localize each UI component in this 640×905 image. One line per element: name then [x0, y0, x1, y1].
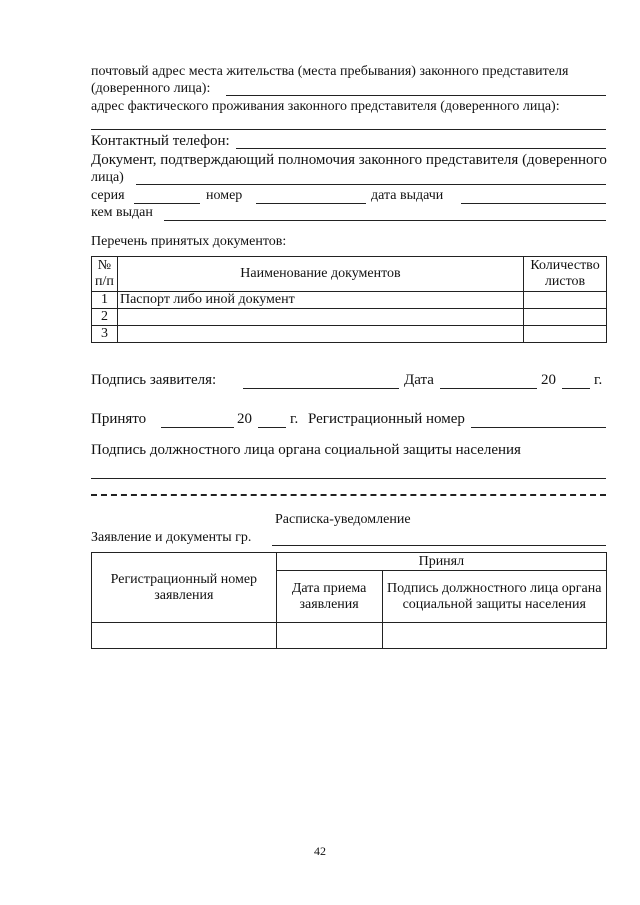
cut-line [91, 494, 606, 496]
documents-table-header [92, 257, 607, 292]
row-name[interactable] [117, 326, 523, 343]
issue-date-label: дата выдачи [371, 188, 444, 203]
postal-address-label: почтовый адрес места жительства (места пребывания) законного представителя [91, 64, 569, 79]
table-row [92, 292, 607, 309]
series-label: серия [91, 188, 125, 203]
phone-field[interactable] [236, 148, 606, 149]
header-num: № п/п [92, 257, 118, 292]
date-label: Дата [404, 372, 434, 388]
row-count[interactable] [524, 326, 607, 343]
header-count: Количество листов [524, 257, 607, 292]
receipt-date-header: Дата приема заявления [276, 571, 382, 623]
row-num: 1 [92, 292, 118, 309]
page-number: 42 [314, 844, 326, 858]
official-signature-field[interactable] [91, 478, 606, 479]
accepted-label: Принято [91, 411, 147, 427]
accepted-year-field[interactable] [258, 427, 286, 428]
receipt-accepted-header: Принял [276, 553, 606, 571]
table-row [92, 326, 607, 343]
reg-number-field[interactable] [471, 427, 606, 428]
number-label: номер [206, 188, 243, 203]
documents-table [91, 256, 607, 343]
receipt-reg-number-cell[interactable] [92, 623, 277, 649]
date-year-field[interactable] [562, 388, 590, 389]
header-name: Наименование документов [117, 257, 523, 292]
number-field[interactable] [256, 203, 366, 204]
row-count[interactable] [524, 309, 607, 326]
issued-by-label: кем выдан [91, 205, 153, 220]
row-num: 2 [92, 309, 118, 326]
receipt-name-field[interactable] [272, 545, 606, 546]
date-g: г. [594, 372, 603, 388]
date-year: 20 [541, 372, 556, 388]
authority-document-label: Документ, подтверждающий полномочия законного представителя (доверенного [91, 152, 607, 168]
series-field[interactable] [134, 203, 200, 204]
official-signature-label: Подпись должностного лица органа социальной защиты населения [91, 442, 521, 458]
receipt-title: Расписка-уведомление [275, 512, 411, 527]
row-num: 3 [92, 326, 118, 343]
issue-date-field[interactable] [461, 203, 606, 204]
phone-label: Контактный телефон: [91, 133, 230, 149]
applicant-signature-field[interactable] [243, 388, 399, 389]
row-name[interactable]: Паспорт либо иной документ [117, 292, 523, 309]
table-row [92, 623, 607, 649]
authority-document-label-cont: лица) [91, 170, 124, 185]
actual-address-label: адрес фактического проживания законного представителя (доверенного лица): [91, 99, 560, 114]
receipt-date-cell[interactable] [276, 623, 382, 649]
accepted-date-field[interactable] [161, 427, 234, 428]
accepted-year: 20 [237, 411, 252, 427]
authority-document-field[interactable] [136, 184, 606, 185]
table-row [92, 309, 607, 326]
row-name[interactable] [117, 309, 523, 326]
actual-address-field[interactable] [91, 129, 606, 130]
applicant-signature-label: Подпись заявителя: [91, 372, 217, 388]
postal-address-label-cont: (доверенного лица): [91, 81, 211, 96]
accepted-g: г. [290, 411, 299, 427]
issued-by-field[interactable] [164, 220, 606, 221]
receipt-table [91, 552, 607, 649]
receipt-statement-label: Заявление и документы гр. [91, 530, 252, 545]
receipt-signature-header: Подпись должностного лица органа социальной защиты населения [382, 571, 606, 623]
date-field[interactable] [440, 388, 537, 389]
documents-list-title: Перечень принятых документов: [91, 234, 287, 249]
reg-number-label: Регистрационный номер [308, 411, 465, 427]
row-count[interactable] [524, 292, 607, 309]
receipt-signature-cell[interactable] [382, 623, 606, 649]
receipt-reg-number-header: Регистрационный номер заявления [92, 553, 277, 623]
postal-address-field[interactable] [226, 95, 606, 96]
